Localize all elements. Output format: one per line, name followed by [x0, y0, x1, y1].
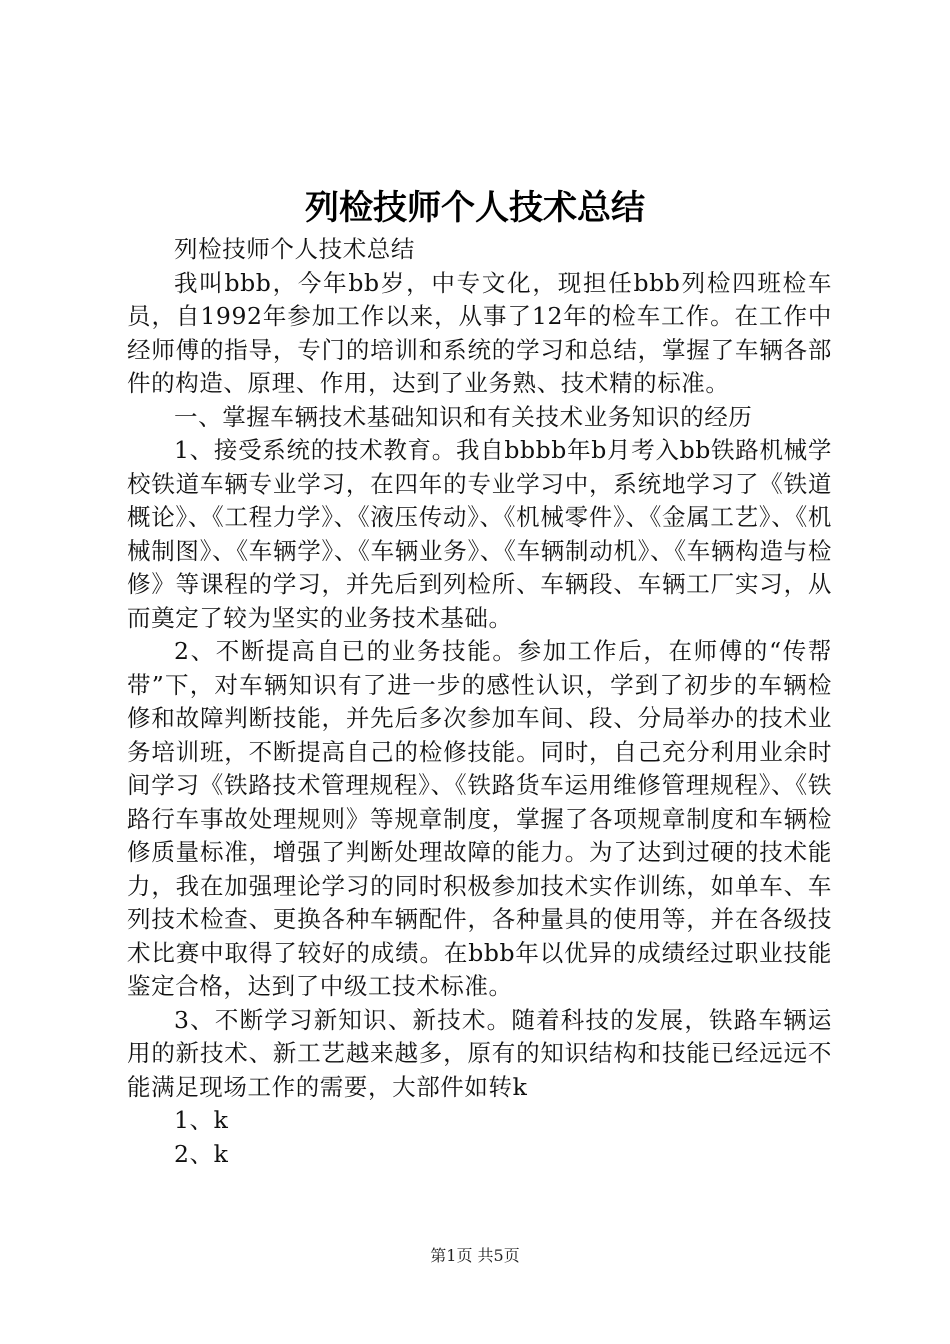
list-item: 1、k — [174, 1106, 229, 1134]
paragraph-item-1: 1、接受系统的技术教育。我自bbbb年b月考入bb铁路机械学校铁道车辆专业学习，在四年的专业学习中，系统地学习了《铁道概论》、《工程力学》、《液压传动》、《机械零件》、《金属工艺》、《机械制图》、《车辆学》、《车辆业务》、《车辆制动机》、《车辆构造与检修》等课程的学习，并先后到列检所、车辆段、车辆工厂实习，从而奠定了较为坚实的业务技术基础。 — [127, 436, 832, 632]
paragraph-subtitle: 列检技师个人技术总结 — [174, 235, 415, 263]
paragraph-item-3: 3、不断学习新知识、新技术。随着科技的发展，铁路车辆运用的新技术、新工艺越来越多，原有的知识结构和技能已经远远不能满足现场工作的需要，大部件如转k — [127, 1005, 832, 1101]
section-heading: 一、掌握车辆技术基础知识和有关技术业务知识的经历 — [174, 402, 753, 431]
list-item: 2、k — [174, 1139, 229, 1168]
paragraph-introduction: 我叫bbb，今年bb岁，中专文化，现担任bbb列检四班检车员，自1992年参加工作以来，从事了12年的检车工作。在工作中经师傅的指导，专门的培训和系统的学习和总结，掌握了车辆各部件的构造、原理、作用，达到了业务熟、技术精的标准。 — [127, 268, 832, 397]
document-title: 列检技师个人技术总结 — [305, 188, 645, 228]
paragraph-item-2: 2、不断提高自已的业务技能。参加工作后，在师傅的“传帮带”下，对车辆知识有了进一步的感性认识，学到了初步的车辆检修和故障判断技能，并先后多次参加车间、段、分局举办的技术业务培训班，不断提高自己的检修技能。同时，自己充分利用业余时间学习《铁路技术管理规程》、《铁路货车运用维修管理规程》、《铁路行车事故处理规则》等规章制度，掌握了各项规章制度和车辆检修质量标准，增强了判断处理故障的能力。为了达到过硬的技术能力，我在加强理论学习的同时积极参加技术实作训练，如单车、车列技术检查、更换各种车辆配件，各种量具的使用等，并在各级技术比赛中取得了较好的成绩。在bbb年以优异的成绩经过职业技能鉴定合格，达到了中级工技术标准。 — [127, 637, 832, 1000]
document-body — [127, 233, 832, 1171]
page-footer: 第1页 共5页 — [430, 1246, 520, 1265]
